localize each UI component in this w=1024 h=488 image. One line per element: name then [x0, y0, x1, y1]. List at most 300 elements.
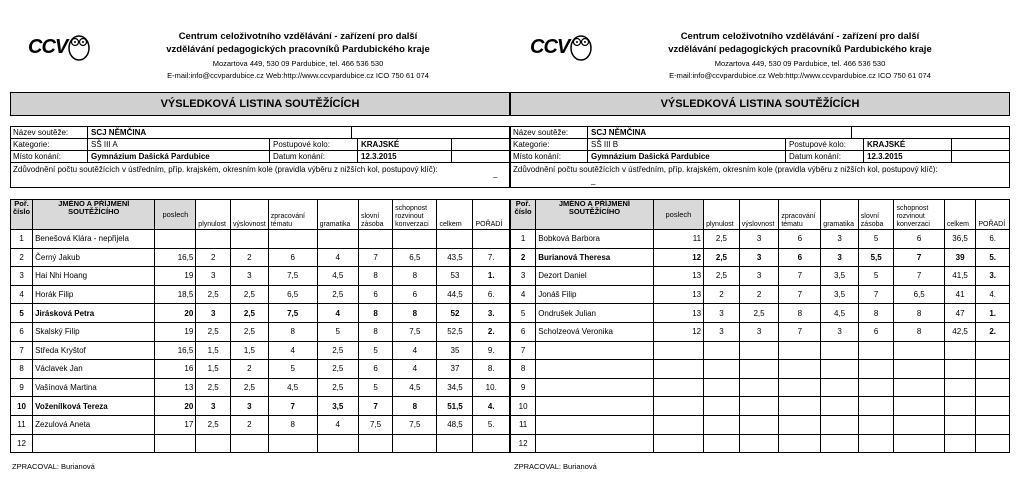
cell-name: Václavek Jan — [33, 360, 155, 379]
cell-por: 4 — [511, 285, 536, 304]
cell-schopnost: 8 — [393, 397, 437, 416]
org-contact: Mozartova 449, 530 09 Pardubice, tel. 466 536 530 E-mail:info@ccvpardubice.cz Web:http://www.ccvpardubice.cz ICO 750 61 074 — [167, 59, 429, 80]
cell-slovni — [358, 434, 392, 453]
cell-poslech: 19 — [155, 322, 196, 341]
cell-slovni: 5 — [858, 230, 894, 249]
cell-poslech: 16,5 — [155, 248, 196, 267]
cell-poslech — [653, 397, 703, 416]
cell-gramatika — [821, 360, 859, 379]
cell-schopnost: 6 — [894, 230, 944, 249]
cell-name — [536, 415, 654, 434]
cell-zpracovani: 7 — [268, 397, 317, 416]
cell-celkem: 52,5 — [437, 322, 473, 341]
cell-poslech — [653, 415, 703, 434]
cell-zpracovani — [779, 378, 821, 397]
cell-slovni — [858, 434, 894, 453]
cell-vyslovnost — [739, 434, 779, 453]
cell-por: 11 — [11, 415, 33, 434]
cell-schopnost — [894, 397, 944, 416]
cell-slovni — [858, 360, 894, 379]
table-row — [11, 322, 510, 341]
cell-poradi: 3. — [473, 304, 510, 323]
cell-por: 5 — [511, 304, 536, 323]
cell-plynulost — [196, 434, 231, 453]
cell-por: 3 — [11, 267, 33, 286]
cell-schopnost: 7 — [894, 248, 944, 267]
cell-poradi: 7. — [473, 248, 510, 267]
cell-gramatika: 3,5 — [821, 267, 859, 286]
cell-por: 8 — [511, 360, 536, 379]
cell-slovni: 6 — [358, 360, 392, 379]
cell-gramatika — [317, 230, 358, 249]
cell-zpracovani: 8 — [779, 304, 821, 323]
cell-poslech: 11 — [653, 230, 703, 249]
left-sheet — [8, 0, 510, 488]
cell-name — [536, 378, 654, 397]
cell-slovni: 5 — [358, 341, 392, 360]
cell-celkem: 41 — [944, 285, 975, 304]
cell-vyslovnost: 2 — [231, 248, 269, 267]
cell-schopnost: 6 — [393, 285, 437, 304]
cell-poradi — [976, 378, 1010, 397]
table-row — [511, 434, 1010, 453]
cell-poradi — [473, 434, 510, 453]
cell-poradi — [976, 397, 1010, 416]
cell-vyslovnost: 3 — [231, 267, 269, 286]
cell-name: Černý Jakub — [33, 248, 155, 267]
cell-schopnost: 4 — [393, 341, 437, 360]
table-row — [11, 378, 510, 397]
cell-vyslovnost — [739, 378, 779, 397]
cell-poslech: 18,5 — [155, 285, 196, 304]
cell-plynulost — [704, 415, 740, 434]
cell-zpracovani — [779, 397, 821, 416]
table-row — [11, 267, 510, 286]
cell-gramatika: 3 — [821, 248, 859, 267]
cell-por: 3 — [511, 267, 536, 286]
cell-gramatika: 4 — [317, 415, 358, 434]
cell-celkem: 44,5 — [437, 285, 473, 304]
cell-poslech — [653, 434, 703, 453]
cell-gramatika: 2,5 — [317, 285, 358, 304]
table-row — [11, 341, 510, 360]
cell-plynulost — [704, 341, 740, 360]
cell-schopnost — [894, 434, 944, 453]
cell-slovni: 8 — [358, 304, 392, 323]
cell-zpracovani: 6 — [779, 248, 821, 267]
cell-celkem — [944, 415, 975, 434]
col-zpracovani: zpracování tématu — [779, 200, 821, 230]
cell-gramatika — [821, 341, 859, 360]
cell-schopnost: 8 — [393, 267, 437, 286]
cell-schopnost: 8 — [894, 322, 944, 341]
cell-name: Bobková Barbora — [536, 230, 654, 249]
cell-vyslovnost: 2 — [231, 415, 269, 434]
org-contact: Mozartova 449, 530 09 Pardubice, tel. 466 536 530 E-mail:info@ccvpardubice.cz Web:http://www.ccvpardubice.cz ICO 750 61 074 — [669, 59, 931, 80]
cell-celkem: 48,5 — [437, 415, 473, 434]
cell-celkem: 36,5 — [944, 230, 975, 249]
cell-slovni: 7 — [358, 397, 392, 416]
org-name: Centrum celoživotního vzdělávání - zařízení pro další vzdělávání pedagogických pracovníků Pardubického kraje — [668, 31, 932, 55]
cell-vyslovnost — [739, 341, 779, 360]
cell-vyslovnost — [231, 230, 269, 249]
cell-celkem — [437, 230, 473, 249]
cell-slovni: 6 — [858, 322, 894, 341]
cell-vyslovnost — [231, 434, 269, 453]
cell-poradi: 5. — [473, 415, 510, 434]
col-plynulost: plynulost — [196, 200, 231, 230]
cell-gramatika: 4 — [317, 304, 358, 323]
cell-slovni: 8 — [858, 304, 894, 323]
cell-plynulost: 3 — [704, 304, 740, 323]
cell-gramatika: 3 — [821, 322, 859, 341]
cell-por: 2 — [511, 248, 536, 267]
cell-gramatika: 3,5 — [821, 285, 859, 304]
cell-vyslovnost: 3 — [739, 267, 779, 286]
cell-poslech: 13 — [653, 285, 703, 304]
cell-slovni: 5 — [858, 267, 894, 286]
cell-name: Scholzeová Veronika — [536, 322, 654, 341]
cell-celkem: 37 — [437, 360, 473, 379]
zpracoval-right: ZPRACOVAL: Burianová — [514, 462, 597, 471]
cell-plynulost: 3 — [196, 397, 231, 416]
cell-celkem — [944, 397, 975, 416]
cell-poslech: 13 — [653, 304, 703, 323]
table-row — [11, 434, 510, 453]
col-vyslovnost: výslovnost — [231, 200, 269, 230]
cell-poradi — [976, 360, 1010, 379]
cell-celkem: 39 — [944, 248, 975, 267]
cell-zpracovani: 8 — [268, 415, 317, 434]
right-sheet — [510, 0, 1012, 488]
cell-celkem: 41,5 — [944, 267, 975, 286]
col-vyslovnost: výslovnost — [739, 200, 779, 230]
cell-poradi: 6. — [976, 230, 1010, 249]
cell-schopnost — [393, 230, 437, 249]
table-row — [511, 285, 1010, 304]
col-poslech: poslech — [155, 200, 196, 230]
cell-celkem — [944, 378, 975, 397]
table-row — [511, 248, 1010, 267]
cell-plynulost — [704, 397, 740, 416]
cell-gramatika: 2,5 — [317, 378, 358, 397]
cell-zpracovani: 4,5 — [268, 378, 317, 397]
org-name: Centrum celoživotního vzdělávání - zařízení pro další vzdělávání pedagogických pracovníků Pardubického kraje — [166, 31, 430, 55]
competition-info: Název soutěže: SCJ NĚMČINA Kategorie: SŠ III B Postupové kolo: KRAJSKÉ Místo konání: Gymnázium Dašická Pardubice Datum konání: 12.3.2015 Zdůvodnění počtu soutěžících v ústředním, příp. krajském, okresním kole (pravidla výběru z nižších kol, postupový klíč): _ — [510, 126, 1010, 188]
cell-poradi: 4. — [473, 397, 510, 416]
ccv-logo — [28, 28, 90, 68]
cell-gramatika: 3 — [821, 230, 859, 249]
cell-slovni: 7,5 — [358, 415, 392, 434]
cell-poslech — [653, 378, 703, 397]
cell-gramatika: 4,5 — [821, 304, 859, 323]
table-row — [11, 230, 510, 249]
results-table-right — [510, 199, 1010, 453]
competition-info: Název soutěže: SCJ NĚMČINA Kategorie: SŠ III A Postupové kolo: KRAJSKÉ Místo konání: Gymnázium Dašická Pardubice Datum konání: 12.3.2015 Zdůvodnění počtu soutěžících v ústředním, příp. krajském, okresním kole (pravidla výběru z nižších kol, postupový klíč): _ — [10, 126, 510, 188]
cell-gramatika: 5 — [317, 322, 358, 341]
table-row — [511, 267, 1010, 286]
cell-gramatika — [821, 397, 859, 416]
cell-slovni — [358, 230, 392, 249]
col-poradi: POŘADÍ — [976, 200, 1010, 230]
table-row — [511, 360, 1010, 379]
cell-plynulost — [704, 378, 740, 397]
cell-celkem: 43,5 — [437, 248, 473, 267]
col-celkem: celkem — [437, 200, 473, 230]
cell-poradi — [473, 230, 510, 249]
cell-plynulost: 2 — [196, 248, 231, 267]
cell-vyslovnost: 2 — [739, 285, 779, 304]
cell-celkem: 51,5 — [437, 397, 473, 416]
cell-por: 6 — [511, 322, 536, 341]
cell-celkem — [944, 360, 975, 379]
cell-name: Hai Nhi Hoang — [33, 267, 155, 286]
table-row — [511, 322, 1010, 341]
cell-slovni — [858, 341, 894, 360]
cell-por: 6 — [11, 322, 33, 341]
cell-celkem — [437, 434, 473, 453]
cell-por: 10 — [11, 397, 33, 416]
cell-slovni — [858, 397, 894, 416]
table-row — [11, 415, 510, 434]
cell-por: 8 — [11, 360, 33, 379]
cell-zpracovani — [779, 415, 821, 434]
cell-celkem: 42,5 — [944, 322, 975, 341]
cell-schopnost: 8 — [894, 304, 944, 323]
cell-zpracovani: 6 — [268, 248, 317, 267]
cell-name: Zezulová Aneta — [33, 415, 155, 434]
cell-vyslovnost: 2,5 — [739, 304, 779, 323]
cell-plynulost — [196, 230, 231, 249]
cell-por: 9 — [511, 378, 536, 397]
cell-plynulost: 2,5 — [196, 415, 231, 434]
cell-schopnost: 4,5 — [393, 378, 437, 397]
cell-vyslovnost: 2,5 — [231, 322, 269, 341]
cell-celkem: 52 — [437, 304, 473, 323]
cell-slovni: 7 — [358, 248, 392, 267]
cell-poslech: 19 — [155, 267, 196, 286]
cell-slovni — [858, 415, 894, 434]
cell-poslech: 12 — [653, 322, 703, 341]
cell-zpracovani — [268, 434, 317, 453]
cell-slovni — [858, 378, 894, 397]
cell-name — [536, 360, 654, 379]
cell-por: 4 — [11, 285, 33, 304]
cell-plynulost: 3 — [196, 267, 231, 286]
col-zpracovani: zpracování tématu — [268, 200, 317, 230]
table-row — [511, 304, 1010, 323]
cell-poradi — [976, 341, 1010, 360]
cell-gramatika — [821, 378, 859, 397]
results-table-left — [10, 199, 510, 453]
cell-plynulost: 2,5 — [196, 285, 231, 304]
cell-poslech — [155, 434, 196, 453]
cell-vyslovnost: 3 — [739, 248, 779, 267]
cell-slovni: 8 — [358, 322, 392, 341]
col-poradi: POŘADÍ — [473, 200, 510, 230]
cell-slovni: 7 — [858, 285, 894, 304]
cell-slovni: 5,5 — [858, 248, 894, 267]
cell-poradi: 9. — [473, 341, 510, 360]
cell-por: 5 — [11, 304, 33, 323]
cell-poradi: 2. — [976, 322, 1010, 341]
col-slovni: slovní zásoba — [358, 200, 392, 230]
cell-name — [536, 341, 654, 360]
cell-schopnost: 7,5 — [393, 415, 437, 434]
cell-zpracovani: 7,5 — [268, 267, 317, 286]
cell-plynulost: 1,5 — [196, 341, 231, 360]
cell-schopnost: 7,5 — [393, 322, 437, 341]
cell-poradi: 2. — [473, 322, 510, 341]
cell-schopnost — [894, 360, 944, 379]
cell-schopnost: 8 — [393, 304, 437, 323]
cell-poradi: 4. — [976, 285, 1010, 304]
table-row — [11, 304, 510, 323]
table-row — [11, 285, 510, 304]
cell-poradi — [976, 415, 1010, 434]
col-jmeno: JMÉNO A PŘÍJMENÍ SOUTĚŽÍCÍHO — [536, 200, 654, 230]
cell-poradi: 10. — [473, 378, 510, 397]
cell-name — [33, 434, 155, 453]
cell-zpracovani — [779, 341, 821, 360]
cell-schopnost: 4 — [393, 360, 437, 379]
cell-zpracovani: 6,5 — [268, 285, 317, 304]
cell-poslech: 16,5 — [155, 341, 196, 360]
cell-vyslovnost: 2,5 — [231, 378, 269, 397]
cell-gramatika: 3,5 — [317, 397, 358, 416]
cell-gramatika — [821, 415, 859, 434]
cell-name: Dezort Daniel — [536, 267, 654, 286]
cell-gramatika: 4,5 — [317, 267, 358, 286]
cell-por: 9 — [11, 378, 33, 397]
col-schopnost: schopnost rozvinout konverzaci — [393, 200, 437, 230]
cell-zpracovani: 5 — [268, 360, 317, 379]
cell-poradi: 1. — [473, 267, 510, 286]
cell-vyslovnost: 3 — [739, 322, 779, 341]
cell-name: Vašínová Martina — [33, 378, 155, 397]
cell-gramatika: 2,5 — [317, 341, 358, 360]
cell-vyslovnost: 2,5 — [231, 304, 269, 323]
sheet-title: VÝSLEDKOVÁ LISTINA SOUTĚŽÍCÍCH — [10, 92, 510, 116]
cell-schopnost: 6,5 — [393, 248, 437, 267]
cell-plynulost: 2,5 — [704, 230, 740, 249]
cell-celkem: 53 — [437, 267, 473, 286]
cell-zpracovani: 6 — [779, 230, 821, 249]
cell-name: Horák Filip — [33, 285, 155, 304]
cell-celkem: 47 — [944, 304, 975, 323]
col-celkem: celkem — [944, 200, 975, 230]
cell-gramatika — [317, 434, 358, 453]
logo-text: CCV — [530, 36, 570, 58]
cell-poslech: 20 — [155, 397, 196, 416]
col-poradove-cislo: Poř. číslo — [511, 200, 536, 230]
cell-por: 10 — [511, 397, 536, 416]
cell-poslech — [653, 360, 703, 379]
cell-plynulost: 3 — [704, 322, 740, 341]
cell-schopnost — [894, 341, 944, 360]
cell-schopnost — [894, 378, 944, 397]
cell-por: 12 — [11, 434, 33, 453]
cell-name: Středa Kryštof — [33, 341, 155, 360]
cell-por: 7 — [11, 341, 33, 360]
cell-name: Ondrušek Julian — [536, 304, 654, 323]
cell-zpracovani: 7 — [779, 267, 821, 286]
cell-name: Benešová Klára - nepřijela — [33, 230, 155, 249]
cell-zpracovani: 8 — [268, 322, 317, 341]
cell-vyslovnost: 2 — [231, 360, 269, 379]
cell-por: 11 — [511, 415, 536, 434]
cell-plynulost: 2,5 — [704, 248, 740, 267]
cell-name: Burianová Theresa — [536, 248, 654, 267]
cell-poslech: 20 — [155, 304, 196, 323]
zpracoval-left: ZPRACOVAL: Burianová — [12, 462, 95, 471]
table-row — [11, 248, 510, 267]
cell-plynulost: 2,5 — [704, 267, 740, 286]
table-row — [11, 397, 510, 416]
cell-vyslovnost — [739, 360, 779, 379]
cell-plynulost — [704, 434, 740, 453]
cell-zpracovani — [779, 360, 821, 379]
cell-vyslovnost: 3 — [231, 397, 269, 416]
table-row — [511, 415, 1010, 434]
ccv-logo — [530, 28, 592, 68]
cell-poslech: 16 — [155, 360, 196, 379]
cell-por: 12 — [511, 434, 536, 453]
cell-slovni: 8 — [358, 267, 392, 286]
table-row — [11, 360, 510, 379]
col-plynulost: plynulost — [704, 200, 740, 230]
cell-plynulost: 3 — [196, 304, 231, 323]
cell-por: 2 — [11, 248, 33, 267]
table-row — [511, 397, 1010, 416]
cell-poslech: 17 — [155, 415, 196, 434]
col-poradove-cislo: Poř. číslo — [11, 200, 33, 230]
cell-plynulost: 1,5 — [196, 360, 231, 379]
cell-poradi — [976, 434, 1010, 453]
cell-gramatika: 4 — [317, 248, 358, 267]
cell-slovni: 5 — [358, 378, 392, 397]
cell-poslech — [653, 341, 703, 360]
cell-schopnost — [894, 415, 944, 434]
cell-name — [536, 397, 654, 416]
cell-zpracovani: 7 — [779, 322, 821, 341]
cell-zpracovani — [268, 230, 317, 249]
cell-slovni: 6 — [358, 285, 392, 304]
cell-name: Jirásková Petra — [33, 304, 155, 323]
cell-vyslovnost: 1,5 — [231, 341, 269, 360]
cell-vyslovnost — [739, 415, 779, 434]
cell-celkem — [944, 341, 975, 360]
table-row — [511, 378, 1010, 397]
cell-schopnost — [393, 434, 437, 453]
cell-celkem: 34,5 — [437, 378, 473, 397]
col-poslech: poslech — [653, 200, 703, 230]
cell-schopnost: 7 — [894, 267, 944, 286]
cell-plynulost: 2,5 — [196, 378, 231, 397]
cell-por: 1 — [11, 230, 33, 249]
sheet-title: VÝSLEDKOVÁ LISTINA SOUTĚŽÍCÍCH — [510, 92, 1010, 116]
cell-poradi: 6. — [473, 285, 510, 304]
cell-name: Skalský Filip — [33, 322, 155, 341]
logo-text: CCV — [28, 36, 68, 58]
cell-schopnost: 6,5 — [894, 285, 944, 304]
cell-zpracovani: 7 — [779, 285, 821, 304]
cell-gramatika: 2,5 — [317, 360, 358, 379]
cell-poslech: 12 — [653, 248, 703, 267]
cell-name: Voženílková Tereza — [33, 397, 155, 416]
cell-poradi: 1. — [976, 304, 1010, 323]
col-jmeno: JMÉNO A PŘÍJMENÍ SOUTĚŽÍCÍHO — [33, 200, 155, 230]
